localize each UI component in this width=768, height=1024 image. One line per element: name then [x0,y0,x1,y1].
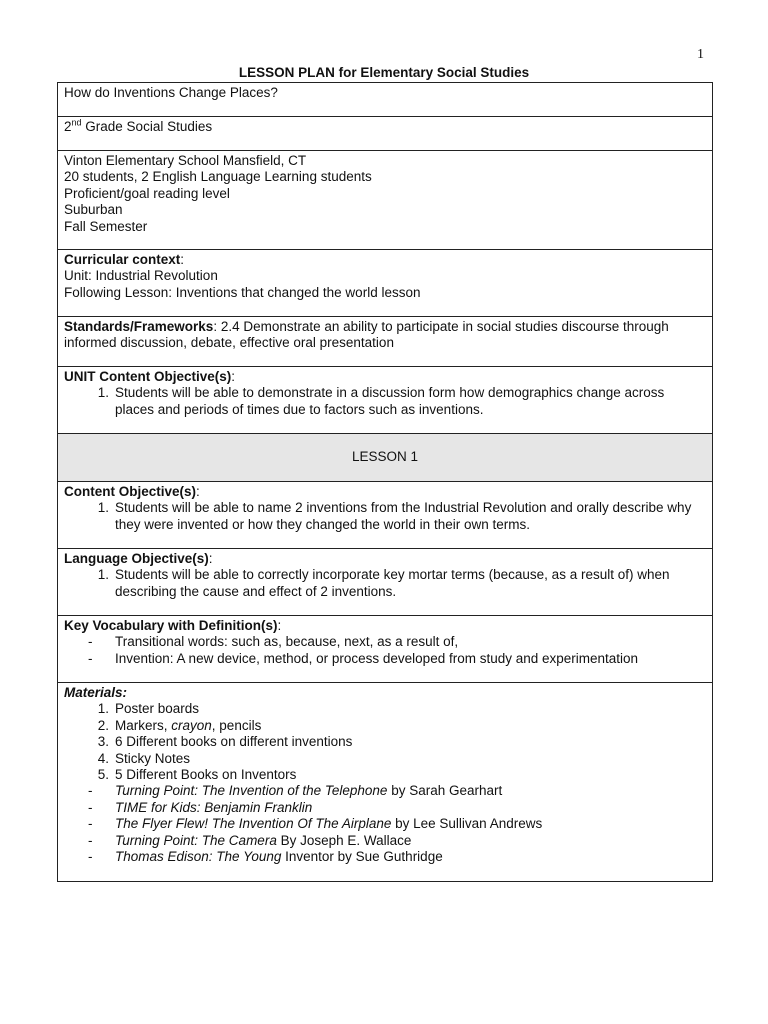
materials-row [58,683,713,882]
page-number: 1 [697,47,704,62]
list-item [64,718,706,734]
dash-bullet: - [88,849,93,865]
material-item: 5 Different Books on Inventors [115,767,297,783]
lesson-plan-table [57,82,713,882]
list-item [64,500,706,533]
vocabulary-label: Key Vocabulary with Definition(s) [64,618,278,633]
language-objectives-colon: : [208,551,213,566]
content-objectives-colon: : [196,484,200,499]
lesson-question: How do Inventions Change Places? [64,85,278,100]
list-item [64,701,706,717]
grade-ordinal: nd [71,117,82,128]
dash-bullet: - [88,634,93,650]
book-item: Thomas Edison: The Young Inventor by Sue Guthridge [115,849,443,865]
vocabulary-colon: : [277,618,282,633]
material-item: Markers, crayon, pencils [115,717,262,733]
unit-objectives-label: UNIT Content Objective(s) [64,369,232,384]
material-item: Sticky Notes [115,750,191,766]
unit-objectives-row [58,367,713,434]
document-title: LESSON PLAN for Elementary Social Studies [238,65,530,80]
book-item: Turning Point: The Camera By Joseph E. Wallace [115,832,412,848]
list-item [64,734,706,750]
vocabulary-item: Invention: A new device, method, or process developed from study and experimentation [115,650,639,666]
student-count: 20 students, 2 English Language Learning students [64,169,372,185]
following-lesson-line: Following Lesson: Inventions that changed the world lesson [64,284,421,300]
language-objectives-cell [58,549,713,616]
book-item: TIME for Kids: Benjamin Franklin [115,799,313,815]
list-item [64,849,706,865]
setting: Suburban [64,202,123,218]
dash-bullet: - [88,650,93,666]
list-number: 1. [97,567,109,583]
school-context-row [58,151,713,250]
standards-label: Standards/Frameworks [64,319,214,334]
grade-row [58,117,713,151]
materials-cell [58,683,713,882]
content-objective-text: Students will be able to name 2 inventions from the Industrial Revolution and orally describe why they were invented or how they changed the world in their own terms. [115,500,692,532]
list-item [64,833,706,849]
content-objectives-row [58,482,713,549]
list-item [64,767,706,783]
content-objectives-cell [58,482,713,549]
curricular-row [58,250,713,317]
list-item [64,567,706,600]
lesson-header-cell [58,434,713,482]
list-item [64,634,706,650]
materials-label: Materials: [64,685,128,700]
question-row [58,83,713,117]
list-number: 5. [97,767,109,783]
book-item: Turning Point: The Invention of the Telephone by Sarah Gearhart [115,783,503,799]
standards-row [58,317,713,367]
list-number: 1. [97,500,109,516]
curricular-colon: : [180,252,185,267]
material-item: 6 Different books on different inventions [115,734,353,750]
vocabulary-cell [58,616,713,683]
grade-cell [58,117,713,151]
language-objectives-label: Language Objective(s) [64,551,209,566]
content-objectives-label: Content Objective(s) [64,484,197,499]
question-cell [58,83,713,117]
list-number: 1. [97,701,109,717]
list-item [64,751,706,767]
vocabulary-item: Transitional words: such as, because, next, as a result of, [115,634,459,650]
grade-number: 2 [64,119,72,134]
list-number: 3. [97,734,109,750]
list-item [64,783,706,799]
vocabulary-row [58,616,713,683]
school-name: Vinton Elementary School Mansfield, CT [64,153,307,168]
lesson-label: LESSON 1 [351,449,419,465]
unit-objective-text: Students will be able to demonstrate in a discussion form how demographics change across places and periods of times due to factors such as inventions. [115,385,665,417]
list-number: 2. [97,717,109,733]
unit-objectives-cell [58,367,713,434]
language-objectives-row [58,549,713,616]
semester: Fall Semester [64,218,148,234]
list-item [64,816,706,832]
unit-objectives-colon: : [231,369,236,384]
curricular-label: Curricular context [64,252,181,267]
book-item: The Flyer Flew! The Invention Of The Airplane by Lee Sullivan Andrews [115,816,543,832]
grade-text: Grade Social Studies [81,119,213,134]
dash-bullet: - [88,832,93,848]
school-context-cell [58,151,713,250]
lesson-header-row [58,434,713,482]
list-item [64,651,706,667]
dash-bullet: - [88,783,93,799]
dash-bullet: - [88,816,93,832]
dash-bullet: - [88,799,93,815]
language-objective-text: Students will be able to correctly incorporate key mortar terms (because, as a result of) when describing the cause and effect of 2 inventions. [115,567,670,599]
material-item: Poster boards [115,701,200,717]
list-number: 4. [97,750,109,766]
standards-text: : 2.4 Demonstrate an ability to participate in social studies discourse through informed discussion, debate, effective oral presentation [64,319,669,351]
curricular-cell [58,250,713,317]
unit-line: Unit: Industrial Revolution [64,268,218,284]
list-number: 1. [97,385,109,401]
list-item [64,800,706,816]
reading-level: Proficient/goal reading level [64,185,230,201]
list-item [64,385,706,418]
standards-cell [58,317,713,367]
